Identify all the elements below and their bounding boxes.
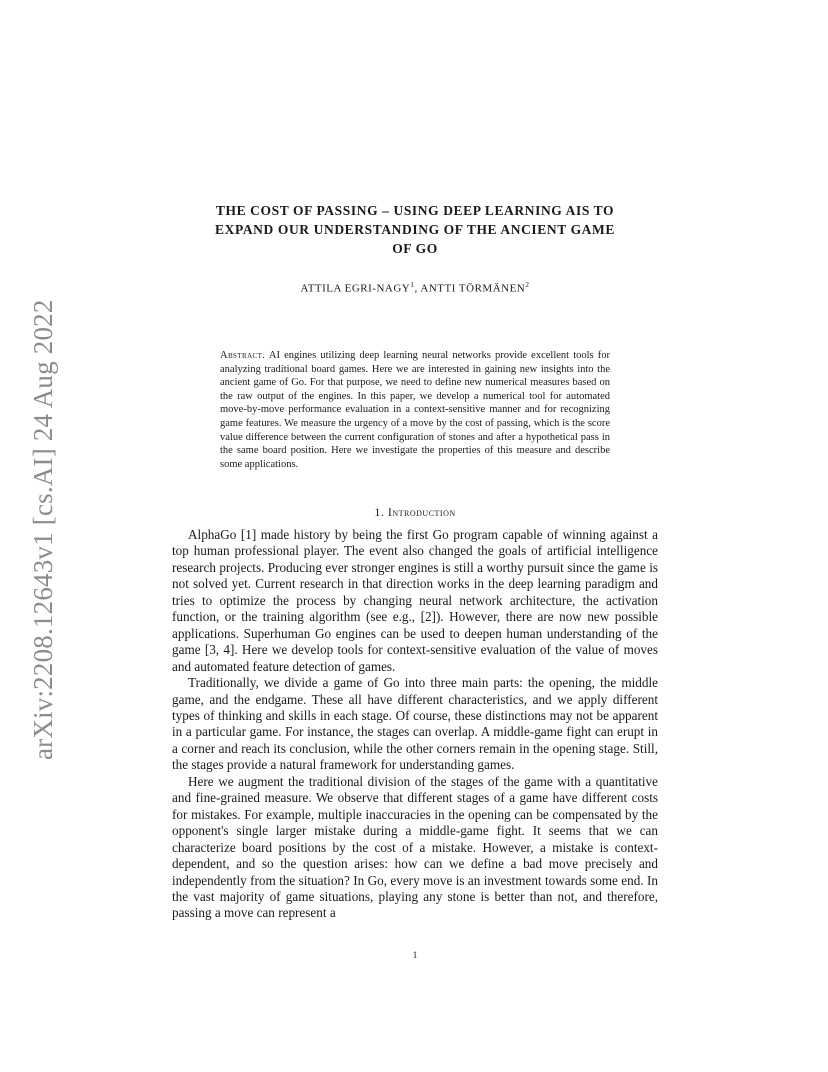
- abstract-label: Abstract.: [220, 350, 266, 361]
- paper-title: [172, 201, 658, 258]
- page-number: 1: [412, 951, 418, 961]
- abstract-text: AI engines utilizing deep learning neural networks provide excellent tools for analyzing traditional board games. Here we are interested in gaining new insights into the ancient game of Go. For that purpose, we need to define new numerical measures based on the raw output of the engines. In this paper, we develop a numerical tool for automated move-by-move performance evaluation in a context-sensitive manner and for recognizing game features. We measure the urgency of a move by the cost of passing, which is the score value difference between the current configuration of stones and after a hypothetical pass in the same board position. Here we investigate the properties of this measure and describe some applications.: [220, 350, 611, 470]
- section-number: 1.: [374, 505, 385, 519]
- arxiv-identifier-stamp: [28, 288, 58, 760]
- abstract: [220, 349, 610, 471]
- body-paragraph: Traditionally, we divide a game of Go into three main parts: the opening, the middle game, and the endgame. These all have different characteristics, and we apply different types of thinking and skills in each stage. Of course, these distinctions may not be apparent in a particular game. For instance, the stages can overlap. A middle-game fight can erupt in a corner and reach its conclusion, while the other corners remain in the opening stage. Still, the stages provide a natural framework for understanding games.: [172, 675, 658, 773]
- arxiv-identifier-text: arXiv:2208.12643v1 [cs.AI] 24 Aug 2022: [28, 299, 58, 760]
- affiliation-mark: 2: [525, 280, 530, 289]
- author-separator: ,: [414, 282, 421, 295]
- paper-title-line: EXPAND OUR UNDERSTANDING OF THE ANCIENT GAME: [215, 222, 615, 237]
- body-text: [172, 527, 658, 922]
- author-name: ANTTI TÖRMÄNEN: [420, 282, 526, 295]
- author-list: [172, 280, 658, 295]
- paper-title-line: OF GO: [392, 241, 438, 256]
- body-paragraph: Here we augment the traditional division of the stages of the game with a quantitative and fine-grained measure. We observe that different stages of a game have different costs for mistakes. For example, multiple inaccuracies in the opening can be compensated by the opponent's single larger mistake during a middle-game fight. It seems that we can characterize board positions by the cost of a mistake. However, a mistake is context-dependent, and so the question arises: how can we define a bad move precisely and independently from the situation? In Go, every move is an investment towards some end. In the vast majority of game situations, playing any stone is better than not, and therefore, passing a move can represent a: [172, 773, 658, 921]
- section-heading: [172, 505, 658, 520]
- body-paragraph: AlphaGo [1] made history by being the first Go program capable of winning against a top human professional player. The event also changed the goals of artificial intelligence research projects. Producing ever stronger engines is still a worthy pursuit since the game is not solved yet. Current research in that direction works in the deep learning paradigm and tries to optimize the process by changing neural network architecture, the activation function, or the training algorithm (see e.g., [2]). However, there are now new possible applications. Superhuman Go engines can be used to deepen human understanding of the game [3, 4]. Here we develop tools for context-sensitive evaluation of the value of moves and automated feature detection of games.: [172, 527, 658, 674]
- affiliation-mark: 1: [410, 280, 415, 289]
- author-name: ATTILA EGRI-NAGY: [300, 282, 411, 295]
- section-title: Introduction: [387, 505, 456, 519]
- paper-title-line: THE COST OF PASSING – USING DEEP LEARNING AIS TO: [215, 203, 615, 218]
